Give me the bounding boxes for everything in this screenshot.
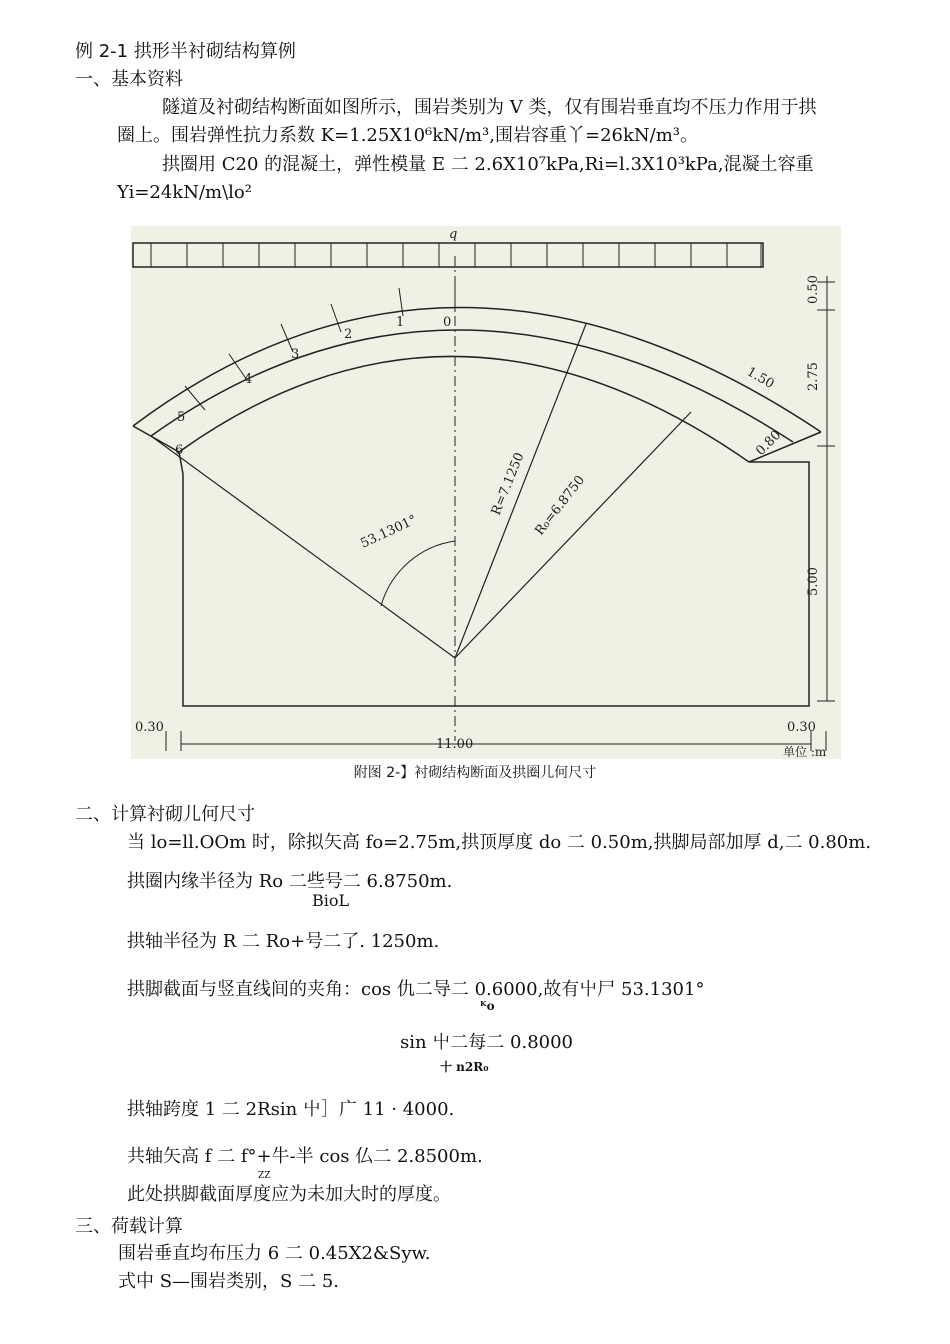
radius-label: R=7.1250 xyxy=(488,450,528,518)
paragraph-line: 共轴矢高 f 二 f°+牛-半 cos 仏二 2.8500m. xyxy=(127,1146,483,1167)
section-heading-basic-data: 一、基本资料 xyxy=(75,69,183,90)
section-number: 5 xyxy=(177,410,186,425)
dim-label: 11.00 xyxy=(436,737,474,752)
paragraph-line: 拱圈内缘半径为 Ro 二些号二 6.8750m. xyxy=(127,871,453,892)
section-number: 6 xyxy=(175,443,184,458)
section-number: 3 xyxy=(291,347,300,362)
paragraph-line: sin 屮二每二 0.8000 xyxy=(400,1032,574,1053)
dim-label: 5.00 xyxy=(806,567,821,596)
figure-caption: 附图 2-】衬砌结构断面及拱圈儿何尺寸 xyxy=(353,765,597,781)
dim-label: 0.30 xyxy=(135,720,164,735)
paragraph-line: Yi=24kN/m\lo² xyxy=(117,182,252,203)
arch-outer-edge xyxy=(133,307,821,432)
paragraph-line: 拱脚截面与竖直线间的夹角：cos 仇二导二 0.6000,故有屮尸 53.1301° xyxy=(127,979,705,1000)
paragraph-line: 拱轴跨度 1 二 2Rsin 屮］广 11 · 4000. xyxy=(127,1099,455,1120)
fraction-denominator: ZZ xyxy=(258,1171,271,1181)
paragraph-line: 拱轴半径为 R 二 Ro+号二了. 1250m. xyxy=(127,931,440,952)
fraction-denominator: 十 n2R₀ xyxy=(440,1060,489,1074)
section-heading-geometry: 二、计算衬砌儿何尺寸 xyxy=(75,804,255,825)
fraction-denominator: ᴷo xyxy=(480,999,495,1013)
fraction-denominator: BioL xyxy=(312,891,350,910)
lining-diagram xyxy=(131,226,841,759)
dim-label: 2.75 xyxy=(806,362,821,391)
paragraph-line: 此处拱脚截面厚度应为未加大时的厚度。 xyxy=(127,1184,451,1205)
load-label: q xyxy=(449,227,458,242)
section-heading-load: 三、荷载计算 xyxy=(75,1216,183,1237)
paragraph-line: 围岩垂直均布压力 6 二 0.45X2&Syw. xyxy=(118,1243,431,1264)
dim-label: 0.80 xyxy=(753,427,785,459)
section-number: 0 xyxy=(443,315,452,330)
paragraph-line: 式中 S—围岩类别，S 二 5. xyxy=(118,1271,340,1292)
load-bar xyxy=(133,243,763,267)
section-number: 4 xyxy=(244,372,253,387)
paragraph-line: 当 lo=ll.OOm 时，除拟矢高 fo=2.75m,拱顶厚度 do 二 0.50m,拱脚局部加厚 d,二 0.80m. xyxy=(127,832,872,853)
unit-label: 单位 :m xyxy=(783,745,827,759)
tunnel-wall xyxy=(179,452,809,706)
dim-label: 1.50 xyxy=(744,364,777,392)
section-number: 1 xyxy=(396,315,405,330)
paragraph-line: 圈上。围岩弹性抗力系数 K=1.25X10⁶kN/m³,围岩容重丫=26kN/m³。 xyxy=(117,125,698,146)
dim-label: 0.30 xyxy=(787,720,816,735)
section-number: 2 xyxy=(344,327,353,342)
angle-label: 53.1301° xyxy=(358,512,420,552)
radius-label: R₀=6.8750 xyxy=(532,472,589,539)
dim-label: 0.50 xyxy=(806,275,821,304)
paragraph-line: 隧道及衬砌结构断面如图所示，围岩类别为 V 类，仅有围岩垂直均不压力作用于拱 xyxy=(162,97,817,118)
lining-section-figure xyxy=(131,226,841,759)
paragraph-line: 拱圈用 C20 的混凝土，弹性模量 E 二 2.6X10⁷kPa,Ri=l.3X10³kPa,混凝土容重 xyxy=(162,154,814,175)
document-title: 例 2-1 拱形半衬砌结构算例 xyxy=(75,41,296,62)
